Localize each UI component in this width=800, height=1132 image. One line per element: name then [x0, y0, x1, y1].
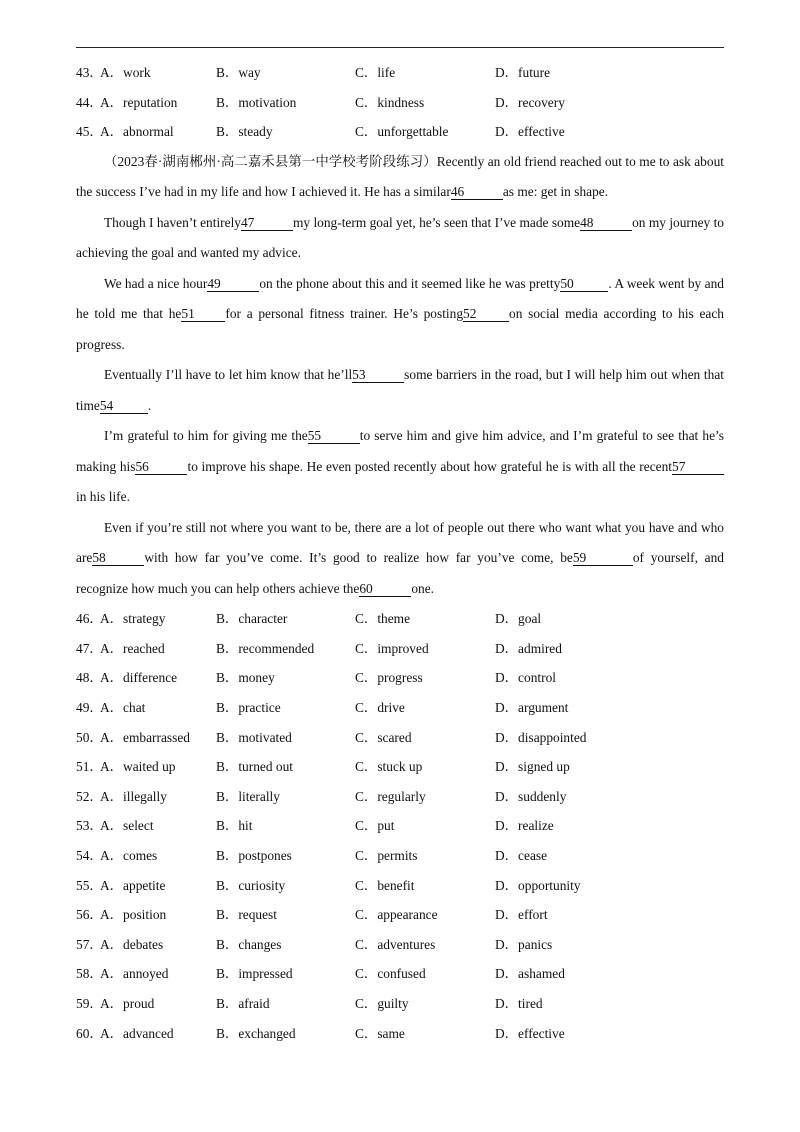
- option-c: C．regularly: [355, 788, 426, 804]
- option-c: C．same: [355, 1025, 405, 1041]
- option-c: C．appearance: [355, 907, 438, 923]
- option-a: A．work: [100, 65, 151, 80]
- blank-47: 47: [241, 215, 293, 231]
- question-number: 60．: [76, 1025, 103, 1041]
- passage-text: . A week went by and he told me that he: [76, 275, 724, 322]
- option-b: B．turned out: [216, 759, 293, 775]
- blank-50: 50: [560, 276, 608, 292]
- option-c: C．stuck up: [355, 759, 423, 775]
- option-a: A．difference: [100, 670, 178, 686]
- question-row: [76, 900, 724, 930]
- passage-text: for a personal fitness trainer. He’s posting: [225, 306, 464, 322]
- header-rule: [76, 47, 724, 48]
- option-d: D．goal: [495, 611, 542, 627]
- question-number: 54．: [76, 848, 103, 864]
- passage-paragraph-1: [76, 147, 724, 208]
- question-row: [76, 871, 724, 901]
- question-number: 56．: [76, 907, 103, 923]
- option-c: C．confused: [355, 966, 426, 982]
- option-b: B．hit: [216, 818, 253, 834]
- option-a: A．comes: [100, 848, 158, 864]
- passage-text: Though I haven’t entirely: [104, 214, 241, 230]
- blank-56: 56: [135, 459, 187, 475]
- passage-source: （2023春·湖南郴州·高二嘉禾县第一中学校考阶段练习）: [104, 153, 437, 169]
- option-b: B．character: [216, 611, 288, 627]
- option-c: C．kindness: [355, 94, 425, 110]
- question-row: [76, 634, 724, 664]
- option-d: D．tired: [495, 996, 543, 1011]
- question-row: [76, 693, 724, 723]
- option-a: A．debates: [100, 936, 164, 952]
- option-b: B．way: [216, 65, 261, 80]
- question-number: 46．: [76, 611, 103, 627]
- passage-text: .: [147, 397, 152, 413]
- option-a: A．strategy: [100, 611, 166, 627]
- passage-text: my long-term goal yet, he’s seen that I’ve made some: [292, 214, 581, 230]
- option-d: D．control: [495, 670, 556, 686]
- blank-51: 51: [181, 306, 225, 322]
- passage-text: on my journey to achieving the goal and wanted my advice.: [76, 214, 724, 261]
- option-d: D．argument: [495, 700, 569, 716]
- passage-text: some barriers in the road, but I will help him out when that time: [76, 367, 724, 413]
- option-b: B．steady: [216, 124, 273, 140]
- cloze-passage: [76, 147, 724, 605]
- option-b: B．impressed: [216, 966, 293, 982]
- passage-paragraph-3: [76, 269, 724, 361]
- option-d: D．signed up: [495, 759, 570, 775]
- option-a: A．proud: [100, 996, 155, 1011]
- option-c: C．permits: [355, 848, 418, 864]
- option-d: D．future: [495, 65, 551, 80]
- option-d: D．panics: [495, 936, 553, 952]
- question-number: 44．: [76, 94, 103, 110]
- passage-text: We had a nice hour: [104, 275, 208, 291]
- question-row: [76, 723, 724, 753]
- option-a: A．position: [100, 907, 167, 923]
- option-c: C．drive: [355, 700, 405, 716]
- option-a: A．annoyed: [100, 966, 169, 982]
- option-d: D．recovery: [495, 94, 565, 110]
- option-b: B．money: [216, 670, 275, 686]
- blank-53: 53: [352, 367, 404, 383]
- option-c: C．life: [355, 65, 396, 80]
- passage-text: to serve him and give him advice, and I’m grateful to see that he’s making his: [76, 428, 724, 474]
- option-a: A．embarrassed: [100, 729, 190, 745]
- question-row: [76, 989, 724, 1019]
- question-number: 59．: [76, 996, 103, 1011]
- passage-paragraph-5: [76, 421, 724, 513]
- question-number: 45．: [76, 124, 103, 140]
- passage-text: one.: [411, 580, 435, 596]
- question-number: 53．: [76, 818, 103, 834]
- option-c: C．theme: [355, 611, 411, 627]
- option-d: D．effective: [495, 124, 565, 140]
- option-a: A．appetite: [100, 877, 166, 893]
- option-b: B．practice: [216, 700, 281, 716]
- option-a: A．advanced: [100, 1025, 174, 1041]
- blank-46: 46: [451, 184, 503, 200]
- passage-paragraph-2: [76, 208, 724, 269]
- question-row: [76, 811, 724, 841]
- blank-52: 52: [463, 306, 509, 322]
- option-b: B．postpones: [216, 848, 292, 864]
- blank-49: 49: [207, 276, 259, 292]
- question-number: 57．: [76, 936, 103, 952]
- option-b: B．curiosity: [216, 877, 286, 893]
- option-b: B．exchanged: [216, 1025, 296, 1041]
- question-row-44: [76, 88, 724, 118]
- question-row-43: [76, 58, 724, 88]
- passage-text: Eventually I’ll have to let him know that he’ll: [104, 367, 353, 383]
- question-number: 49．: [76, 700, 103, 716]
- passage-text: to improve his shape. He even posted recently about how grateful he is with all the recent: [187, 458, 672, 474]
- question-number: 58．: [76, 966, 103, 982]
- question-row: [76, 663, 724, 693]
- question-number: 47．: [76, 640, 103, 656]
- option-c: C．progress: [355, 670, 423, 686]
- question-number: 50．: [76, 729, 103, 745]
- passage-text: as me: get in shape.: [502, 184, 609, 200]
- question-number: 55．: [76, 877, 103, 893]
- option-c: C．put: [355, 818, 395, 834]
- exam-page: [76, 58, 724, 1048]
- passage-text: Even if you’re still not where you want to be, there are a lot of people out there who want what you have and who are: [76, 519, 724, 566]
- question-row-45: [76, 117, 724, 147]
- options-list: [76, 604, 724, 1048]
- option-b: B．afraid: [216, 996, 270, 1011]
- passage-paragraph-6: [76, 513, 724, 605]
- passage-text: of yourself, and recognize how much you can help others achieve the: [76, 550, 724, 596]
- question-row: [76, 782, 724, 812]
- option-d: D．opportunity: [495, 877, 581, 893]
- option-c: C．improved: [355, 640, 429, 656]
- passage-text: Recently an old friend reached out to me to ask about the success I’ve had in my life and how I achieved it. He has a similar: [76, 153, 724, 200]
- option-b: B．changes: [216, 936, 282, 952]
- option-d: D．ashamed: [495, 966, 565, 982]
- option-c: C．scared: [355, 729, 412, 745]
- question-number: 52．: [76, 788, 103, 804]
- option-d: D．realize: [495, 818, 554, 834]
- blank-57: 57: [672, 459, 724, 475]
- option-a: A．chat: [100, 700, 146, 716]
- passage-text: on the phone about this and it seemed like he was pretty: [259, 275, 561, 291]
- blank-60: 60: [359, 581, 411, 597]
- question-row: [76, 841, 724, 871]
- question-row: [76, 752, 724, 782]
- option-c: C．guilty: [355, 996, 409, 1011]
- question-number: 43．: [76, 65, 103, 80]
- option-d: D．effort: [495, 907, 548, 923]
- option-a: A．abnormal: [100, 124, 174, 140]
- option-a: A．reputation: [100, 94, 178, 110]
- option-b: B．motivated: [216, 729, 292, 745]
- blank-54: 54: [100, 398, 148, 414]
- passage-text: with how far you’ve come. It’s good to realize how far you’ve come, be: [144, 550, 573, 566]
- option-a: A．illegally: [100, 788, 167, 804]
- option-c: C．unforgettable: [355, 124, 449, 140]
- option-d: D．effective: [495, 1025, 565, 1041]
- option-b: B．literally: [216, 788, 280, 804]
- blank-55: 55: [308, 428, 360, 444]
- question-number: 51．: [76, 759, 103, 775]
- option-a: A．waited up: [100, 759, 176, 775]
- question-row: [76, 959, 724, 989]
- question-row: [76, 930, 724, 960]
- option-d: D．suddenly: [495, 788, 567, 804]
- option-d: D．admired: [495, 640, 562, 656]
- passage-paragraph-4: [76, 360, 724, 421]
- option-b: B．recommended: [216, 640, 315, 656]
- option-d: D．cease: [495, 848, 548, 864]
- option-d: D．disappointed: [495, 729, 587, 745]
- blank-59: 59: [573, 550, 633, 566]
- option-b: B．request: [216, 907, 277, 923]
- options-top: [76, 58, 724, 147]
- passage-text: in his life.: [76, 489, 130, 505]
- question-number: 48．: [76, 670, 103, 686]
- option-b: B．motivation: [216, 94, 297, 110]
- option-c: C．benefit: [355, 877, 415, 893]
- passage-text: on social media according to his each progress.: [76, 306, 724, 352]
- option-a: A．select: [100, 818, 154, 834]
- question-row: [76, 1019, 724, 1049]
- blank-48: 48: [580, 215, 632, 231]
- option-a: A．reached: [100, 640, 165, 656]
- option-c: C．adventures: [355, 936, 436, 952]
- blank-58: 58: [92, 550, 144, 566]
- question-row: [76, 604, 724, 634]
- passage-text: I’m grateful to him for giving me the: [104, 428, 308, 444]
